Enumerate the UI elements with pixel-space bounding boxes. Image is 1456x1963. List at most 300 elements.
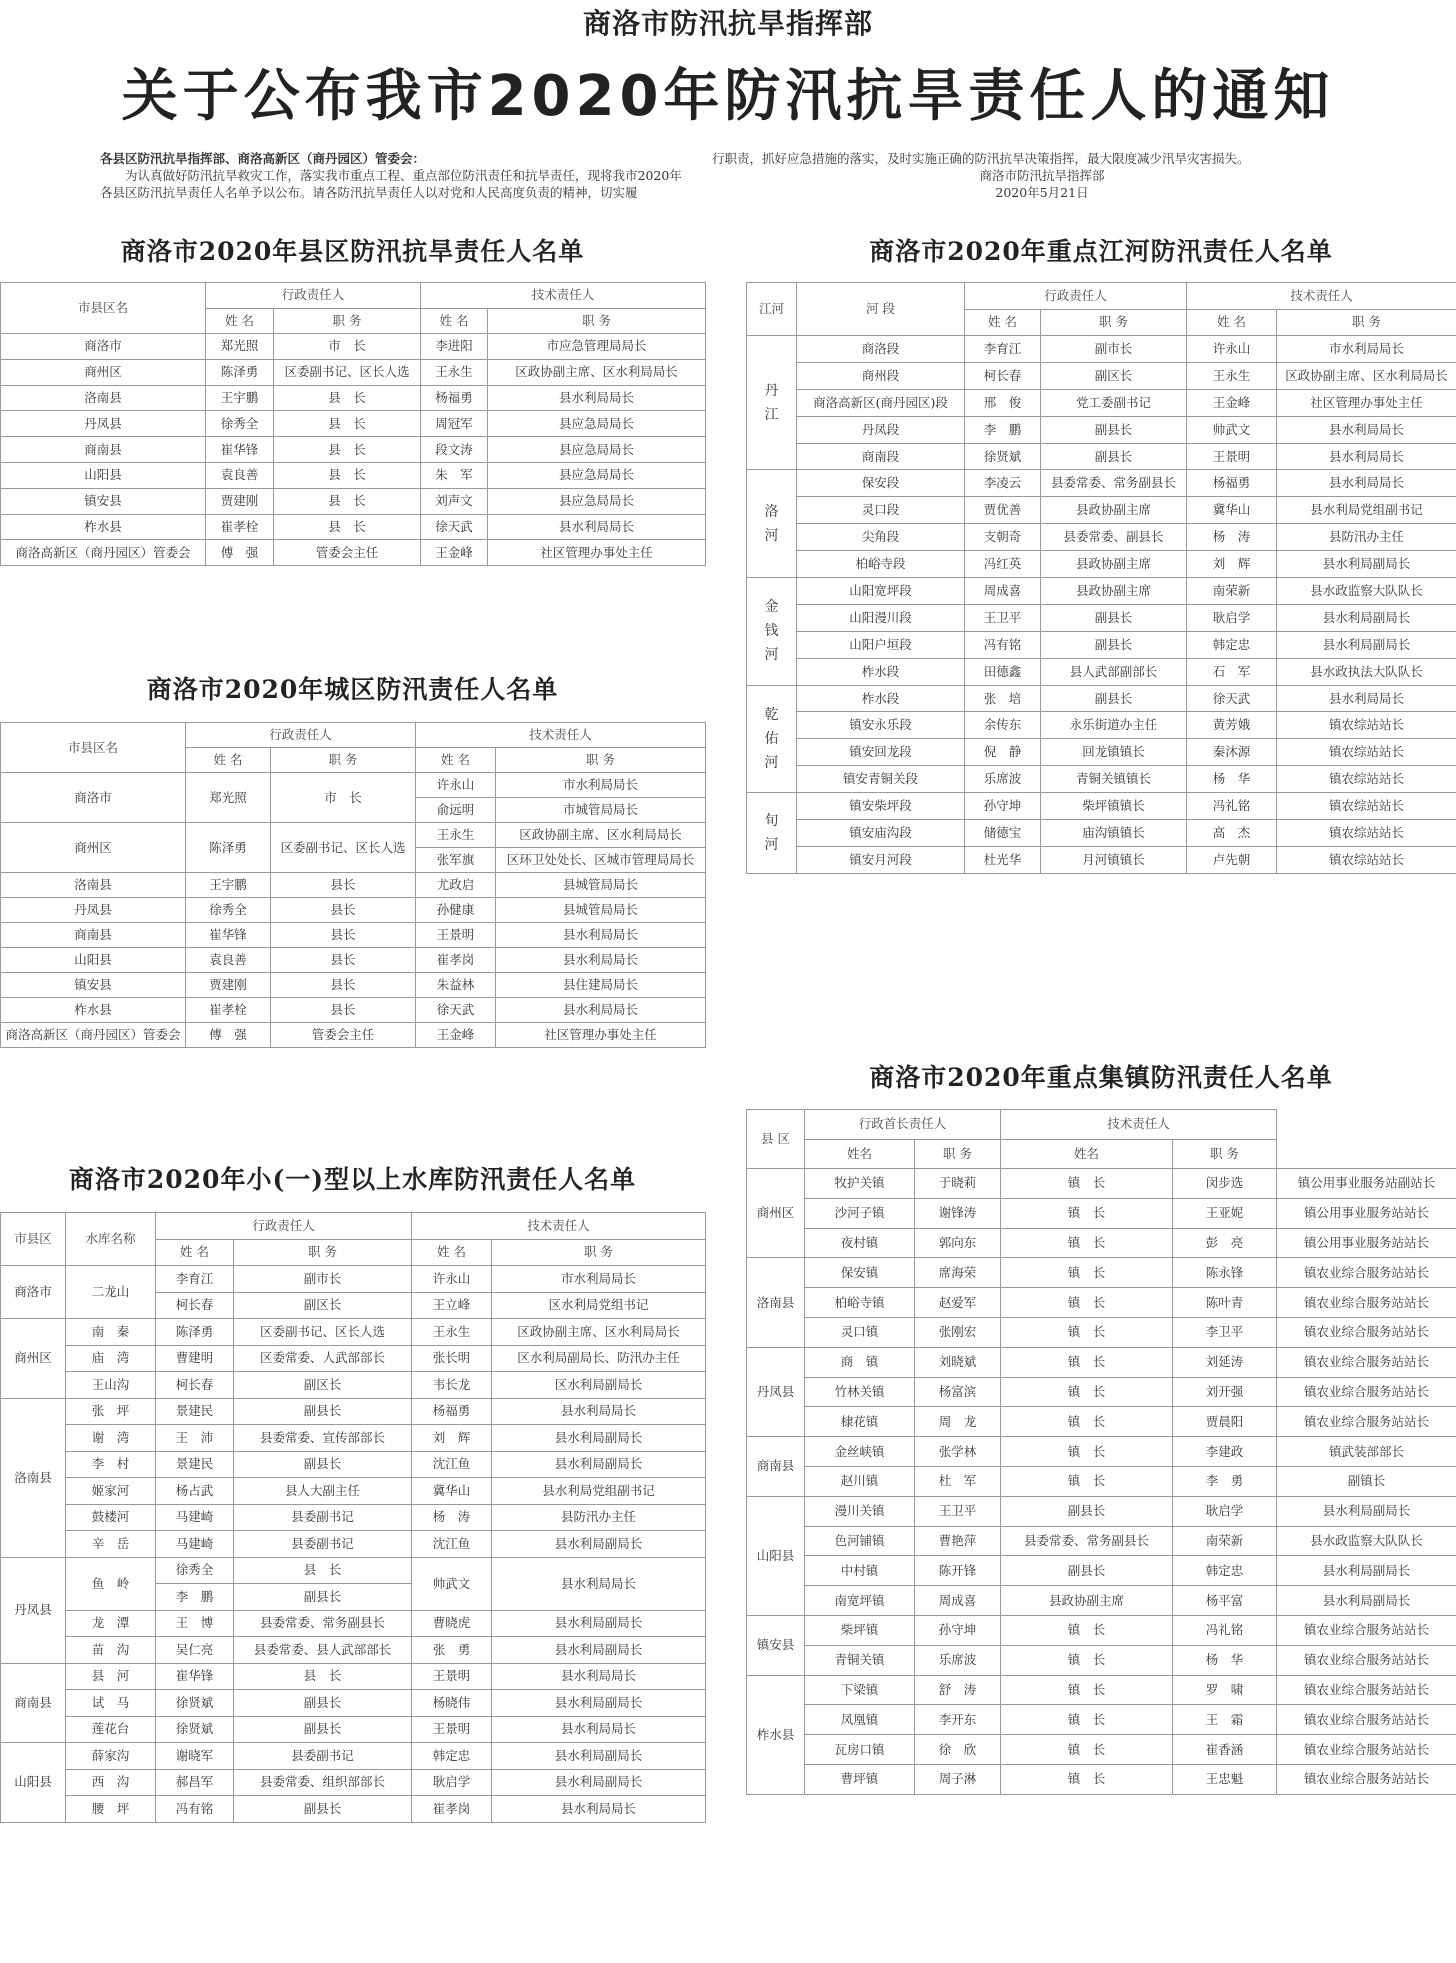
tech-post: 县水政监察大队队长 xyxy=(1277,578,1456,605)
tech-post: 县水利局局长 xyxy=(492,1663,706,1690)
county-header: 市县区名 xyxy=(1,723,186,773)
tech-post: 镇农业综合服务站站长 xyxy=(1277,1407,1456,1437)
table-row xyxy=(1,1610,706,1637)
tech-post: 镇农综站站长 xyxy=(1277,846,1456,873)
admin-name: 贾优善 xyxy=(965,497,1041,524)
admin-post: 县委常委、常务副县长 xyxy=(234,1610,412,1637)
reservoir-name: 苗 沟 xyxy=(66,1637,156,1664)
admin-post: 县 长 xyxy=(274,488,421,514)
town-table-title: 商洛市2020年重点集镇防汛责任人名单 xyxy=(869,1063,1333,1092)
tech-post: 县水利局局长 xyxy=(1277,416,1456,443)
reservoir-name: 西 沟 xyxy=(66,1769,156,1796)
tech-post: 县水利局副局长 xyxy=(492,1690,706,1717)
table-row xyxy=(1,1451,706,1478)
admin-name: 郭向东 xyxy=(915,1228,1001,1258)
tech-post: 镇农业综合服务站站长 xyxy=(1277,1258,1456,1288)
admin-post: 副市长 xyxy=(234,1266,412,1293)
tech-post: 市水利局局长 xyxy=(492,1266,706,1293)
table-row xyxy=(747,658,1456,685)
county: 丹凤县 xyxy=(1,411,206,437)
tech-name: 刘 辉 xyxy=(412,1425,492,1452)
admin-header: 行政责任人 xyxy=(965,283,1187,310)
admin-name: 陈泽勇 xyxy=(156,1319,234,1346)
segment: 镇安庙沟段 xyxy=(797,820,965,847)
tech-name: 耿启学 xyxy=(1187,604,1277,631)
admin-name: 马建崎 xyxy=(156,1531,234,1558)
admin-name: 王宇鹏 xyxy=(186,873,271,898)
admin-name: 冯有铭 xyxy=(965,631,1041,658)
town: 柴坪镇 xyxy=(805,1615,915,1645)
county: 商洛市 xyxy=(1,334,206,360)
tech-post: 县水利局副局长 xyxy=(1277,631,1456,658)
tech-post: 县水利局党组副书记 xyxy=(492,1478,706,1505)
admin-post: 副区长 xyxy=(234,1292,412,1319)
admin-name: 吴仁亮 xyxy=(156,1637,234,1664)
tech-name: 秦沐源 xyxy=(1187,739,1277,766)
table-row xyxy=(747,497,1456,524)
admin-name: 李育江 xyxy=(156,1266,234,1293)
tech-post: 区水利局副局长、防汛办主任 xyxy=(492,1345,706,1372)
tech-name: 王金峰 xyxy=(421,540,488,566)
reservoir-name: 腰 坪 xyxy=(66,1796,156,1823)
reservoir-name: 龙 潭 xyxy=(66,1610,156,1637)
admin-name: 舒 涛 xyxy=(915,1675,1001,1705)
admin-name: 邢 俊 xyxy=(965,389,1041,416)
addressee: 各县区防汛抗旱指挥部、商洛高新区（商丹园区）管委会： xyxy=(100,151,426,166)
admin-name: 王 沛 xyxy=(156,1425,234,1452)
tech-post: 县水利局局长 xyxy=(496,998,706,1023)
tech-name: 崔孝岗 xyxy=(412,1796,492,1823)
admin-name: 乐席波 xyxy=(965,766,1041,793)
table-row xyxy=(1,514,706,540)
tech-name: 南荣新 xyxy=(1173,1526,1277,1556)
tech-name: 俞远明 xyxy=(416,798,496,823)
admin-post: 县 长 xyxy=(274,514,421,540)
admin-name: 李 鹏 xyxy=(965,416,1041,443)
tech-post: 县水利局副局长 xyxy=(492,1769,706,1796)
post-header: 职 务 xyxy=(274,308,421,334)
admin-name: 储德宝 xyxy=(965,820,1041,847)
tech-post: 区环卫处处长、区城市管理局局长 xyxy=(496,848,706,873)
admin-post: 县政协副主席 xyxy=(1041,578,1187,605)
signature: 商洛市防汛抗旱指挥部 xyxy=(979,168,1105,183)
table-row xyxy=(1,540,706,566)
tech-post: 镇农综站站长 xyxy=(1277,766,1456,793)
tech-name: 杨福勇 xyxy=(1187,470,1277,497)
tech-name: 刘延涛 xyxy=(1173,1347,1277,1377)
table-row xyxy=(1,1557,706,1584)
tech-name: 王景明 xyxy=(412,1663,492,1690)
post-header: 职 务 xyxy=(234,1239,412,1266)
admin-post: 副县长 xyxy=(234,1716,412,1743)
name-header: 姓 名 xyxy=(416,748,496,773)
tech-name: 耿启学 xyxy=(412,1769,492,1796)
admin-post: 县委常委、县人武部部长 xyxy=(234,1637,412,1664)
county: 丹凤县 xyxy=(1,1557,66,1663)
tech-post: 镇农业综合服务站站长 xyxy=(1277,1377,1456,1407)
table-row xyxy=(1,1398,706,1425)
county-header: 市县区名 xyxy=(1,283,206,334)
admin-name: 冯有铭 xyxy=(156,1796,234,1823)
issuing-org: 商洛市防汛抗旱指挥部 xyxy=(582,7,873,40)
tech-post: 县水利局副局长 xyxy=(492,1743,706,1770)
county: 柞水县 xyxy=(1,514,206,540)
admin-name: 袁良善 xyxy=(186,948,271,973)
admin-name: 杜 军 xyxy=(915,1466,1001,1496)
tech-post: 县水政执法大队队长 xyxy=(1277,658,1456,685)
tech-name: 徐天武 xyxy=(416,998,496,1023)
admin-name: 周子淋 xyxy=(915,1764,1001,1794)
admin-name: 王卫平 xyxy=(965,604,1041,631)
tech-name: 李 勇 xyxy=(1173,1466,1277,1496)
tech-name: 罗 啸 xyxy=(1173,1675,1277,1705)
admin-header: 行政首长责任人 xyxy=(805,1110,1001,1140)
tech-name: 李进阳 xyxy=(421,334,488,360)
tech-name: 杨福勇 xyxy=(421,385,488,411)
town: 曹坪镇 xyxy=(805,1764,915,1794)
table-row xyxy=(1,823,706,848)
segment: 保安段 xyxy=(797,470,965,497)
admin-post: 县委常委、宣传部部长 xyxy=(234,1425,412,1452)
table-row xyxy=(1,359,706,385)
admin-name: 郑光照 xyxy=(206,334,274,360)
tech-post: 镇农综站站长 xyxy=(1277,793,1456,820)
admin-name: 李育江 xyxy=(965,336,1041,363)
river-name: 旬 河 xyxy=(747,793,797,874)
admin-name: 倪 静 xyxy=(965,739,1041,766)
town: 漫川关镇 xyxy=(805,1496,915,1526)
tech-name: 许永山 xyxy=(416,773,496,798)
admin-name: 杨占武 xyxy=(156,1478,234,1505)
tech-header: 技术责任人 xyxy=(1187,283,1456,310)
admin-post: 副县长 xyxy=(1001,1556,1173,1586)
reservoir-name: 南 秦 xyxy=(66,1319,156,1346)
tech-post: 镇公用事业服务站站长 xyxy=(1277,1228,1456,1258)
admin-name: 周成喜 xyxy=(965,578,1041,605)
segment: 柞水段 xyxy=(797,685,965,712)
table-row xyxy=(747,1496,1456,1526)
table-row xyxy=(1,1716,706,1743)
county: 山阳县 xyxy=(1,462,206,488)
admin-name: 徐贤斌 xyxy=(156,1690,234,1717)
admin-post: 县委副书记 xyxy=(234,1743,412,1770)
county: 山阳县 xyxy=(1,948,186,973)
table-row xyxy=(1,462,706,488)
table-row xyxy=(1,1769,706,1796)
county: 镇安县 xyxy=(1,973,186,998)
admin-post: 青铜关镇镇长 xyxy=(1041,766,1187,793)
tech-header: 技术责任人 xyxy=(416,723,706,748)
name-header: 姓 名 xyxy=(186,748,271,773)
table-row xyxy=(1,773,706,798)
name-header: 姓名 xyxy=(1001,1139,1173,1169)
admin-post: 县委常委、组织部部长 xyxy=(234,1769,412,1796)
admin-post: 副县长 xyxy=(234,1796,412,1823)
admin-name: 傅 强 xyxy=(206,540,274,566)
admin-name: 周 龙 xyxy=(915,1407,1001,1437)
tech-post: 县水利局局长 xyxy=(492,1557,706,1610)
reservoir-name: 二龙山 xyxy=(66,1266,156,1319)
admin-post: 副区长 xyxy=(1041,362,1187,389)
segment: 商南段 xyxy=(797,443,965,470)
town: 牧护关镇 xyxy=(805,1169,915,1199)
table-row xyxy=(747,604,1456,631)
tech-name: 沈江鱼 xyxy=(412,1531,492,1558)
admin-post: 县委副书记 xyxy=(234,1504,412,1531)
admin-name: 张 培 xyxy=(965,685,1041,712)
table-row xyxy=(1,437,706,463)
tech-name: 冀华山 xyxy=(412,1478,492,1505)
tech-name: 王永生 xyxy=(412,1319,492,1346)
admin-post: 镇 长 xyxy=(1001,1288,1173,1318)
tech-name: 王永生 xyxy=(416,823,496,848)
tech-name: 王景明 xyxy=(416,923,496,948)
admin-post: 镇 长 xyxy=(1001,1437,1173,1467)
tech-name: 韩定忠 xyxy=(412,1743,492,1770)
admin-name: 王卫平 xyxy=(915,1496,1001,1526)
tech-post: 县水利局局长 xyxy=(1277,470,1456,497)
table-row xyxy=(747,1705,1456,1735)
notice-date: 2020年5月21日 xyxy=(995,185,1089,200)
admin-post: 县长 xyxy=(271,923,416,948)
table-row xyxy=(747,1139,1456,1169)
tech-post: 县水利局副局长 xyxy=(492,1637,706,1664)
admin-name: 柯长春 xyxy=(156,1372,234,1399)
table-row xyxy=(747,551,1456,578)
table-row xyxy=(1,1637,706,1664)
tech-name: 刘 辉 xyxy=(1187,551,1277,578)
tech-name: 刘声文 xyxy=(421,488,488,514)
segment-header: 河 段 xyxy=(797,283,965,336)
admin-name: 崔孝栓 xyxy=(206,514,274,540)
admin-post: 镇 长 xyxy=(1001,1258,1173,1288)
admin-post: 副县长 xyxy=(234,1398,412,1425)
tech-name: 杨晓伟 xyxy=(412,1690,492,1717)
admin-name: 马建崎 xyxy=(156,1504,234,1531)
admin-name: 乐席波 xyxy=(915,1645,1001,1675)
county: 山阳县 xyxy=(1,1743,66,1823)
town: 中村镇 xyxy=(805,1556,915,1586)
admin-post: 县 长 xyxy=(274,385,421,411)
river-name: 洛 河 xyxy=(747,470,797,578)
town: 金丝峡镇 xyxy=(805,1437,915,1467)
tech-name: 段文涛 xyxy=(421,437,488,463)
tech-name: 卢先朝 xyxy=(1187,846,1277,873)
admin-post: 副县长 xyxy=(1041,416,1187,443)
table-row xyxy=(747,712,1456,739)
tech-name: 王永生 xyxy=(421,359,488,385)
table-row xyxy=(747,1377,1456,1407)
admin-post: 县 长 xyxy=(274,411,421,437)
admin-post: 副县长 xyxy=(1041,443,1187,470)
admin-name: 赵爱军 xyxy=(915,1288,1001,1318)
reservoir-header: 水库名称 xyxy=(66,1213,156,1266)
admin-post: 县长 xyxy=(271,948,416,973)
name-header: 姓 名 xyxy=(965,309,1041,336)
county: 镇安县 xyxy=(747,1615,805,1675)
table-row xyxy=(747,1615,1456,1645)
admin-post: 县 长 xyxy=(274,462,421,488)
tech-post: 县水利局副局长 xyxy=(492,1531,706,1558)
tech-name: 杨 涛 xyxy=(412,1504,492,1531)
tech-name: 耿启学 xyxy=(1173,1496,1277,1526)
admin-name: 冯红英 xyxy=(965,551,1041,578)
tech-post: 县水利局局长 xyxy=(488,385,706,411)
table-row xyxy=(1,411,706,437)
tech-name: 曹晓虎 xyxy=(412,1610,492,1637)
segment: 镇安月河段 xyxy=(797,846,965,873)
tech-post: 区水利局副局长 xyxy=(492,1372,706,1399)
post-header: 职 务 xyxy=(1041,309,1187,336)
tech-header: 技术责任人 xyxy=(421,283,706,309)
tech-name: 陈叶青 xyxy=(1173,1288,1277,1318)
admin-post: 县委副书记 xyxy=(234,1531,412,1558)
admin-post: 镇 长 xyxy=(1001,1407,1173,1437)
admin-post: 副县长 xyxy=(1041,685,1187,712)
table-row xyxy=(747,1288,1456,1318)
tech-post: 县水利局局长 xyxy=(1277,685,1456,712)
intro-body-right: 行职责，抓好应急措施的落实，及时实施正确的防汛抗旱决策指挥，最大限度减少汛旱灾害损失。 xyxy=(712,151,1250,166)
tech-post: 县应急局局长 xyxy=(488,462,706,488)
tech-post: 镇农业综合服务站站长 xyxy=(1277,1288,1456,1318)
table-row xyxy=(747,685,1456,712)
table-row xyxy=(747,793,1456,820)
table-row xyxy=(747,524,1456,551)
urban-table xyxy=(0,722,706,1048)
town: 沙河子镇 xyxy=(805,1198,915,1228)
reservoir-name: 姬家河 xyxy=(66,1478,156,1505)
admin-post: 副县长 xyxy=(234,1584,412,1611)
tech-name: 朱益林 xyxy=(416,973,496,998)
tech-post: 社区管理办事处主任 xyxy=(488,540,706,566)
county: 洛南县 xyxy=(747,1258,805,1347)
admin-header: 行政责任人 xyxy=(206,283,421,309)
table-row xyxy=(1,1531,706,1558)
county: 洛南县 xyxy=(1,873,186,898)
tech-post: 镇农综站站长 xyxy=(1277,712,1456,739)
table-row xyxy=(747,1735,1456,1765)
tech-post: 镇农综站站长 xyxy=(1277,739,1456,766)
table-row xyxy=(1,488,706,514)
tech-post: 县防汛办主任 xyxy=(492,1504,706,1531)
segment: 灵口段 xyxy=(797,497,965,524)
admin-post: 县长 xyxy=(271,973,416,998)
tech-post: 县防汛办主任 xyxy=(1277,524,1456,551)
table-row xyxy=(1,723,706,748)
admin-post: 县委常委、常务副县长 xyxy=(1041,470,1187,497)
tech-post: 县水利局局长 xyxy=(492,1716,706,1743)
name-header: 姓 名 xyxy=(156,1239,234,1266)
admin-post: 镇 长 xyxy=(1001,1735,1173,1765)
tech-name: 陈永锋 xyxy=(1173,1258,1277,1288)
tech-name: 王立峰 xyxy=(412,1292,492,1319)
table-row xyxy=(1,283,706,309)
segment: 商洛段 xyxy=(797,336,965,363)
segment: 镇安永乐段 xyxy=(797,712,965,739)
admin-name: 谢锋涛 xyxy=(915,1198,1001,1228)
county: 丹凤县 xyxy=(1,898,186,923)
admin-name: 曹建明 xyxy=(156,1345,234,1372)
town: 赵川镇 xyxy=(805,1466,915,1496)
table-row xyxy=(1,873,706,898)
admin-post: 管委会主任 xyxy=(271,1023,416,1048)
reservoir-name: 县 河 xyxy=(66,1663,156,1690)
post-header: 职 务 xyxy=(1277,309,1456,336)
tech-name: 冯礼铭 xyxy=(1173,1615,1277,1645)
table-row xyxy=(1,1478,706,1505)
tech-name: 尤政启 xyxy=(416,873,496,898)
admin-post: 副县长 xyxy=(1001,1496,1173,1526)
tech-post: 市城管局局长 xyxy=(496,798,706,823)
county-table xyxy=(0,282,706,566)
admin-post: 月河镇镇长 xyxy=(1041,846,1187,873)
admin-name: 支朝奇 xyxy=(965,524,1041,551)
admin-post: 副市长 xyxy=(1041,336,1187,363)
admin-name: 王宇鹏 xyxy=(206,385,274,411)
admin-post: 县长 xyxy=(271,898,416,923)
tech-post: 县水利局副局长 xyxy=(492,1425,706,1452)
tech-post: 镇农业综合服务站站长 xyxy=(1277,1705,1456,1735)
admin-post: 副县长 xyxy=(1041,604,1187,631)
admin-post: 镇 长 xyxy=(1001,1466,1173,1496)
tech-name: 杨 华 xyxy=(1173,1645,1277,1675)
town: 棣花镇 xyxy=(805,1407,915,1437)
tech-name: 王金峰 xyxy=(416,1023,496,1048)
post-header: 职 务 xyxy=(271,748,416,773)
admin-name: 曹艳萍 xyxy=(915,1526,1001,1556)
tech-name: 徐天武 xyxy=(1187,685,1277,712)
intro-body-left: 为认真做好防汛抗旱救灾工作，落实我市重点工程、重点部位防汛责任和抗旱责任，现将我市2020年各县区防汛抗旱责任人名单予以公布。请各防汛抗旱责任人以对党和人民高度负责的精神，切实履 xyxy=(100,168,682,200)
admin-post: 镇 长 xyxy=(1001,1615,1173,1645)
intro-left xyxy=(100,150,690,201)
tech-post: 县水利局党组副书记 xyxy=(1277,497,1456,524)
table-row xyxy=(747,1347,1456,1377)
reservoir-name: 鱼 岭 xyxy=(66,1557,156,1610)
tech-name: 彭 亮 xyxy=(1173,1228,1277,1258)
admin-name: 崔孝栓 xyxy=(186,998,271,1023)
admin-name: 徐贤斌 xyxy=(965,443,1041,470)
table-row xyxy=(1,1372,706,1399)
admin-post: 庙沟镇镇长 xyxy=(1041,820,1187,847)
name-header: 姓名 xyxy=(805,1139,915,1169)
table-row xyxy=(747,1645,1456,1675)
table-row xyxy=(747,1556,1456,1586)
reservoir-name: 王山沟 xyxy=(66,1372,156,1399)
tech-post: 县水利局局长 xyxy=(1277,443,1456,470)
segment: 丹凤段 xyxy=(797,416,965,443)
table-row xyxy=(747,766,1456,793)
table-row xyxy=(1,1504,706,1531)
table-row xyxy=(1,1266,706,1293)
tech-post: 副镇长 xyxy=(1277,1466,1456,1496)
table-row xyxy=(747,1110,1456,1140)
table-row xyxy=(747,1198,1456,1228)
admin-name: 崔华锋 xyxy=(206,437,274,463)
town: 柏峪寺镇 xyxy=(805,1288,915,1318)
table-row xyxy=(747,443,1456,470)
tech-name: 王景明 xyxy=(412,1716,492,1743)
admin-name: 席海荣 xyxy=(915,1258,1001,1288)
admin-name: 贾建刚 xyxy=(206,488,274,514)
admin-header: 行政责任人 xyxy=(156,1213,412,1240)
tech-name: 许永山 xyxy=(412,1266,492,1293)
tech-post: 镇农业综合服务站站长 xyxy=(1277,1347,1456,1377)
admin-name: 郑光照 xyxy=(186,773,271,823)
admin-name: 柯长春 xyxy=(156,1292,234,1319)
admin-post: 县长 xyxy=(271,998,416,1023)
tech-post: 区水利局党组书记 xyxy=(492,1292,706,1319)
reservoir-table-title: 商洛市2020年小(一)型以上水库防汛责任人名单 xyxy=(68,1165,637,1194)
